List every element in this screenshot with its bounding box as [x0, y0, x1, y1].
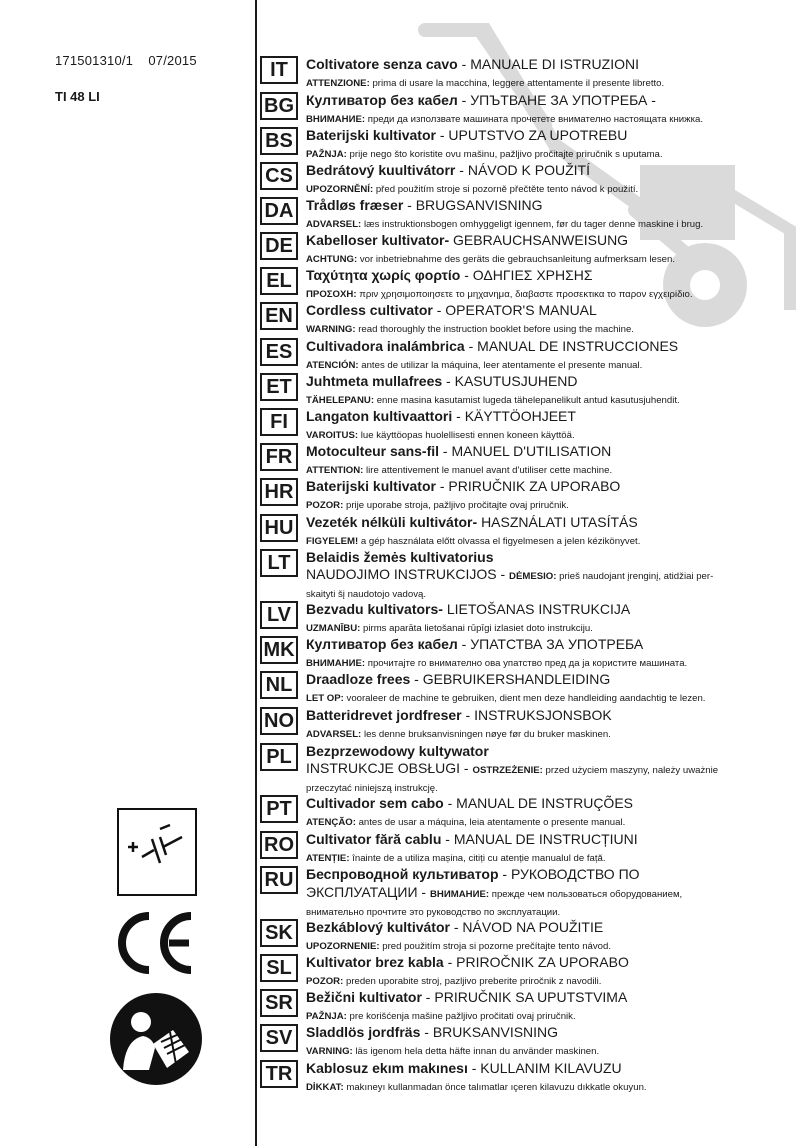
warning-label: PAŽNJA:: [306, 1011, 347, 1022]
language-code-box: EL: [260, 267, 298, 295]
model-number: TI 48 LI: [55, 89, 100, 104]
warning-label: ВНИМАНИЕ:: [429, 889, 490, 900]
language-text: Cultivator fără cablu - MANUAL DE INSTRUCȚIUNI ATENȚIE: înainte de a utiliza mașina, citiți cu atenție manualul de față.: [306, 831, 638, 864]
manual-title: UPUTSTVO ZA UPOTREBU: [448, 127, 628, 143]
warning-text: prije uporabe stroja, pažljivo pročitajte ovaj priručnik.: [345, 500, 569, 511]
ce-mark-icon: [113, 910, 197, 976]
language-code-box: LV: [260, 601, 298, 629]
product-name: Kablosuz ekım makınesı: [306, 1060, 468, 1076]
warning-label: POZOR:: [306, 976, 344, 987]
document-code-line: [55, 53, 197, 68]
warning-label: PAŽNJA:: [306, 149, 347, 160]
language-text: Motoculteur sans-fil - MANUEL D'UTILISATION ATTENTION: lire attentivement le manuel avant d'utiliser cette machine.: [306, 443, 613, 476]
warning-label: UZMANĪBU:: [306, 623, 361, 634]
warning-text: πριν χρησιμοποιησετε το μηχανημα, διαβαστε προσεκτικα το παρον εγχειρiδιο.: [359, 289, 693, 300]
manual-title: MANUAL DE INSTRUÇÕES: [456, 795, 633, 811]
language-code-box: SL: [260, 954, 298, 982]
product-name: Juhtmeta mullafrees: [306, 373, 443, 389]
product-name: Batteridrevet jordfreser: [306, 707, 462, 723]
product-name: Ταχύτητα χωρίς φορτίο: [306, 267, 461, 283]
language-code-box: SK: [260, 919, 298, 947]
product-name: Bezprzewodowy kultywator: [306, 743, 489, 759]
language-code-box: DE: [260, 232, 298, 260]
warning-text: lue käyttöopas huolellisesti ennen koneen käyttöä.: [360, 430, 575, 441]
product-name: Култиватор без кабел: [306, 636, 458, 652]
warning-text: læs instruktionsbogen omhyggeligt igennem, før du tager denne maskine i brug.: [363, 219, 704, 230]
manual-title: ΟΔΗΓΙΕΣ ΧΡΗΣΗΣ: [472, 267, 593, 283]
language-code-box: IT: [260, 56, 298, 84]
warning-label: ВНИМАНИЕ:: [306, 114, 366, 125]
manual-title: KÄYTTÖOHJEET: [464, 408, 576, 424]
language-text: Baterijski kultivator - PRIRUČNIK ZA UPORABO POZOR: prije uporabe stroja, pažljivo pročitajte ovaj priručnik.: [306, 478, 621, 511]
warning-label: ATENCIÓN:: [306, 360, 359, 371]
language-code-box: HU: [260, 514, 298, 542]
language-code-box: ES: [260, 338, 298, 366]
manual-title: GEBRUIKERSHANDLEIDING: [422, 671, 611, 687]
manual-title: NAUDOJIMO INSTRUKCIJOS -: [306, 566, 506, 582]
warning-label: LET OP:: [306, 693, 344, 704]
product-name: Trådløs fræser: [306, 197, 404, 213]
language-text: Kultivator brez kabla - PRIROČNIK ZA UPORABO POZOR: preden uporabite stroj, pazljivo preberite priročnik z navodili.: [306, 954, 629, 987]
product-name: Cordless cultivator: [306, 302, 433, 318]
language-code-box: EN: [260, 302, 298, 330]
warning-text: antes de utilizar la máquina, leer atentamente el presente manual.: [361, 360, 643, 371]
language-text: Baterijski kultivator - UPUTSTVO ZA UPOTREBU PAŽNJA: prije nego što koristite ovu mašinu, pažljivo pročitajte priručnik s uputama.: [306, 127, 663, 160]
product-name: Baterijski kultivator: [306, 478, 436, 494]
manual-title: INSTRUKSJONSBOK: [474, 707, 612, 723]
language-text: Cordless cultivator - OPERATOR'S MANUAL WARNING: read thoroughly the instruction booklet before using the machine.: [306, 302, 634, 335]
manual-title: УПАТСТВА ЗА УПОТРЕБА: [470, 636, 644, 652]
warning-text: prima di usare la macchina, leggere attentamente il presente libretto.: [372, 78, 665, 89]
warning-label: ACHTUNG:: [306, 254, 358, 265]
warning-label: FIGYELEM!: [306, 536, 359, 547]
warning-text: enne masina kasutamist lugeda tähelepanelikult antud kasutusjuhendit.: [376, 395, 680, 406]
language-code-box: LT: [260, 549, 298, 577]
language-code-box: TR: [260, 1060, 298, 1088]
language-code-box: SV: [260, 1024, 298, 1052]
warning-text: pirms aparāta lietošanai rūpīgi izlasiet doto instrukciju.: [363, 623, 593, 634]
language-text: Sladdlös jordfräs - BRUKSANVISNING VARNING: läs igenom hela detta häfte innan du använder maskinen.: [306, 1024, 600, 1057]
language-text: Cultivador sem cabo - MANUAL DE INSTRUÇÕES ATENÇÃO: antes de usar a máquina, leia atentamente o presente manual.: [306, 795, 633, 828]
product-name: Cultivator fără cablu: [306, 831, 442, 847]
manual-title: PRIRUČNIK SA UPUTSTVIMA: [434, 989, 628, 1005]
warning-label: OSTRZEŻENIE:: [472, 765, 543, 776]
warning-label: UPOZORNENIE:: [306, 941, 380, 952]
product-name: Беспроводной культиватор: [306, 866, 499, 882]
manual-title: LIETOŠANAS INSTRUKCIJA: [446, 601, 631, 617]
product-name: Kabelloser kultivator-: [306, 232, 450, 248]
warning-label: ΠΡΟΣΟΧΗ:: [306, 289, 357, 300]
language-text: Cultivadora inalámbrica - MANUAL DE INSTRUCCIONES ATENCIÓN: antes de utilizar la máquina, leer atentamente el presente manual.: [306, 338, 679, 371]
warning-text: prieš naudojant įrenginį, atidžiai per-: [559, 571, 714, 582]
language-text: Draadloze frees - GEBRUIKERSHANDLEIDING LET OP: vooraleer de machine te gebruiken, dient men deze handleiding aandachtig te lezen.: [306, 671, 706, 704]
warning-text: makıneyı kullanmadan önce talımatlar ıçeren kilavuzu dıkkatle okuyun.: [346, 1082, 647, 1093]
manual-title: BRUGSANVISNING: [415, 197, 543, 213]
manual-title: GEBRAUCHSANWEISUNG: [453, 232, 629, 248]
language-text: Култиватор без кабел - УПЪТВАНЕ ЗА УПОТРЕБА - ВНИМАНИЕ: преди да използвате машината прочетете внимателно настоящата книжка.: [306, 92, 703, 125]
warning-text: преди да използвате машината прочетете внимателно настоящата книжка.: [367, 114, 703, 125]
product-name: Bezvadu kultivators-: [306, 601, 443, 617]
warning-label: ADVARSEL:: [306, 219, 362, 230]
warning-text: lire attentivement le manuel avant d'utiliser cette machine.: [366, 465, 613, 476]
product-name: Bedrátový kuultivátorr: [306, 162, 456, 178]
language-text: [306, 549, 802, 602]
product-name: Langaton kultivaattori: [306, 408, 453, 424]
manual-title: PRIRUČNIK ZA UPORABO: [448, 478, 621, 494]
language-code-box: BG: [260, 92, 298, 120]
read-manual-icon: [109, 992, 203, 1086]
language-code-box: ET: [260, 373, 298, 401]
manual-title: УПЪТВАНЕ ЗА УПОТРЕБА -: [470, 92, 656, 108]
warning-text: прочитајте го внимателно ова упатство пред да ја користите машината.: [367, 658, 688, 669]
language-code-box: DA: [260, 197, 298, 225]
manual-title: KASUTUSJUHEND: [454, 373, 578, 389]
language-text: [306, 743, 802, 796]
language-text: [306, 514, 802, 549]
language-code-box: BS: [260, 127, 298, 155]
product-name: Draadloze frees: [306, 671, 411, 687]
language-code-box: RO: [260, 831, 298, 859]
language-text: Bedrátový kuultivátorr - NÁVOD K POUŽITÍ UPOZORNĚNÍ: před použitím stroje si pozorně přečtěte tento návod k použití.: [306, 162, 639, 195]
warning-text: läs igenom hela detta häfte innan du använder maskinen.: [355, 1046, 600, 1057]
warning-label: DĖMESIO:: [509, 571, 557, 582]
language-text: [306, 601, 802, 636]
warning-label: ATENȚIE:: [306, 853, 350, 864]
manual-title: KULLANIM KILAVUZU: [480, 1060, 622, 1076]
manual-title: PRIROČNIK ZA UPORABO: [456, 954, 629, 970]
warning-text: vor inbetriebnahme des geräts die gebrauchsanleitung aufmerksam lesen.: [359, 254, 676, 265]
language-text: Juhtmeta mullafrees - KASUTUSJUHEND TÄHELEPANU: enne masina kasutamist lugeda tähelepanelikult antud kasutusjuhendit.: [306, 373, 680, 406]
warning-text: antes de usar a máquina, leia atentamente o presente manual.: [358, 817, 626, 828]
warning-text: a gép használata előtt olvassa el figyelmesen a jelen kézikönyvet.: [360, 536, 641, 547]
warning-text: pred použitím stroja si pozorne prečítajte tento návod.: [382, 941, 612, 952]
product-name: Coltivatore senza cavo: [306, 56, 458, 72]
warning-label: TÄHELEPANU:: [306, 395, 375, 406]
language-text: Batteridrevet jordfreser - INSTRUKSJONSBOK ADVARSEL: les denne bruksanvisningen nøye før du bruker maskinen.: [306, 707, 612, 740]
warning-text: read thoroughly the instruction booklet before using the machine.: [358, 324, 634, 335]
product-name: Belaidis žemės kultivatorius: [306, 549, 494, 565]
warning-text: prije nego što koristite ovu mašinu, pažljivo pročitajte priručnik s uputama.: [349, 149, 663, 160]
language-text: [306, 232, 802, 267]
manual-title: MANUEL D'UTILISATION: [451, 443, 612, 459]
warning-label: VAROITUS:: [306, 430, 359, 441]
manual-title-continued: ЭКСПЛУАТАЦИИ -: [306, 884, 427, 900]
warning-text: înainte de a utiliza mașina, citiți cu atenție manualul de față.: [352, 853, 606, 864]
document-code: 171501310/1: [55, 53, 134, 68]
manual-title: MANUALE DI ISTRUZIONI: [470, 56, 639, 72]
language-text: Беспроводной культиватор - РУКОВОДСТВО ПО ЭКСПЛУАТАЦИИ - ВНИМАНИЕ: прежде чем пользоваться оборудованием, внимательно прочтите это руководство по эксплуатации.: [306, 866, 683, 918]
warning-label: ATTENTION:: [306, 465, 364, 476]
battery-polarity-icon: [116, 807, 198, 897]
product-name: Култиватор без кабел: [306, 92, 458, 108]
language-code-box: FR: [260, 443, 298, 471]
language-code-box: HR: [260, 478, 298, 506]
product-name: Vezeték nélküli kultivátor-: [306, 514, 478, 530]
warning-label: UPOZORNĚNÍ:: [306, 184, 374, 195]
warning-text: przed użyciem maszyny, należy uważnie: [545, 765, 719, 776]
warning-text: před použitím stroje si pozorně přečtěte tento návod k použití.: [375, 184, 639, 195]
manual-title: MANUAL DE INSTRUCCIONES: [477, 338, 679, 354]
language-text: Култиватор без кабел - УПАТСТВА ЗА УПОТРЕБА ВНИМАНИЕ: прочитајте го внимателно ова упатство пред да ја користите машината.: [306, 636, 688, 669]
warning-text: прежде чем пользоваться оборудованием,: [491, 889, 683, 900]
warning-text: vooraleer de machine te gebruiken, dient men deze handleiding aandachtig te lezen.: [346, 693, 706, 704]
manual-title: INSTRUKCJE OBSŁUGI -: [306, 760, 469, 776]
language-text: Bezkáblový kultivátor - NÁVOD NA POUŽITIE UPOZORNENIE: pred použitím stroja si pozorne prečítajte tento návod.: [306, 919, 612, 952]
manual-title: NÁVOD K POUŽITÍ: [467, 162, 590, 178]
language-text: Bežični kultivator - PRIRUČNIK SA UPUTSTVIMA PAŽNJA: pre korišćenja mašine pažljivo pročitati ovaj priručnik.: [306, 989, 628, 1022]
language-code-box: FI: [260, 408, 298, 436]
manual-title: OPERATOR'S MANUAL: [445, 302, 597, 318]
warning-label: ADVARSEL:: [306, 729, 362, 740]
warning-text: pre korišćenja mašine pažljivo pročitati ovaj priručnik.: [349, 1011, 576, 1022]
language-code-box: MK: [260, 636, 298, 664]
warning-text-continued: внимательно прочтите это руководство по эксплуатации.: [306, 907, 561, 918]
warning-label: POZOR:: [306, 500, 344, 511]
language-text: Coltivatore senza cavo - MANUALE DI ISTRUZIONI ATTENZIONE: prima di usare la macchina, leggere attentamente il presente libretto.: [306, 56, 665, 89]
language-text: Trådløs fræser - BRUGSANVISNING ADVARSEL: læs instruktionsbogen omhyggeligt igennem, før du tager denne maskine i brug.: [306, 197, 704, 230]
language-text: Ταχύτητα χωρίς φορτίο - ΟΔΗΓΙΕΣ ΧΡΗΣΗΣ ΠΡΟΣΟΧΗ: πριν χρησιμοποιησετε το μηχανημα, διαβαστε προσεκτικα το παρον εγχειρiδιο.: [306, 267, 693, 300]
manual-title: NÁVOD NA POUŽITIE: [462, 919, 604, 935]
language-code-box: RU: [260, 866, 298, 894]
warning-text-continued: skaityti šį naudotojo vadovą.: [306, 589, 426, 600]
language-text: Kablosuz ekım makınesı - KULLANIM KILAVUZU DİKKAT: makıneyı kullanmadan önce talımatlar ıçeren kilavuzu dıkkatle okuyun.: [306, 1060, 647, 1093]
language-code-box: SR: [260, 989, 298, 1017]
product-name: Baterijski kultivator: [306, 127, 436, 143]
warning-label: VARNING:: [306, 1046, 353, 1057]
manual-title: MANUAL DE INSTRUCȚIUNI: [453, 831, 638, 847]
warning-label: DİKKAT:: [306, 1082, 344, 1093]
warning-label: ATENÇÃO:: [306, 817, 356, 828]
manual-title: HASZNÁLATI UTASÍTÁS: [481, 514, 638, 530]
warning-text-continued: przeczytać niniejszą instrukcję.: [306, 783, 438, 794]
vertical-divider: [255, 0, 257, 1146]
warning-text: preden uporabite stroj, pazljivo preberite priročnik z navodili.: [345, 976, 602, 987]
manual-title: РУКОВОДСТВО ПО: [510, 866, 640, 882]
warning-label: WARNING:: [306, 324, 356, 335]
warning-label: ATTENZIONE:: [306, 78, 370, 89]
product-name: Bezkáblový kultivátor: [306, 919, 450, 935]
warning-text: les denne bruksanvisningen nøye før du bruker maskinen.: [363, 729, 611, 740]
language-text: Langaton kultivaattori - KÄYTTÖOHJEET VAROITUS: lue käyttöopas huolellisesti ennen koneen käyttöä.: [306, 408, 576, 441]
product-name: Kultivator brez kabla: [306, 954, 444, 970]
language-code-box: NO: [260, 707, 298, 735]
manual-title: BRUKSANVISNING: [432, 1024, 559, 1040]
product-name: Sladdlös jordfräs: [306, 1024, 421, 1040]
document-date: 07/2015: [148, 53, 197, 68]
product-name: Cultivador sem cabo: [306, 795, 444, 811]
product-name: Cultivadora inalámbrica: [306, 338, 465, 354]
language-code-box: PL: [260, 743, 298, 771]
language-code-box: NL: [260, 671, 298, 699]
product-name: Bežični kultivator: [306, 989, 422, 1005]
warning-label: ВНИМАНИЕ:: [306, 658, 366, 669]
language-code-box: PT: [260, 795, 298, 823]
language-code-box: CS: [260, 162, 298, 190]
product-name: Motoculteur sans-fil: [306, 443, 440, 459]
